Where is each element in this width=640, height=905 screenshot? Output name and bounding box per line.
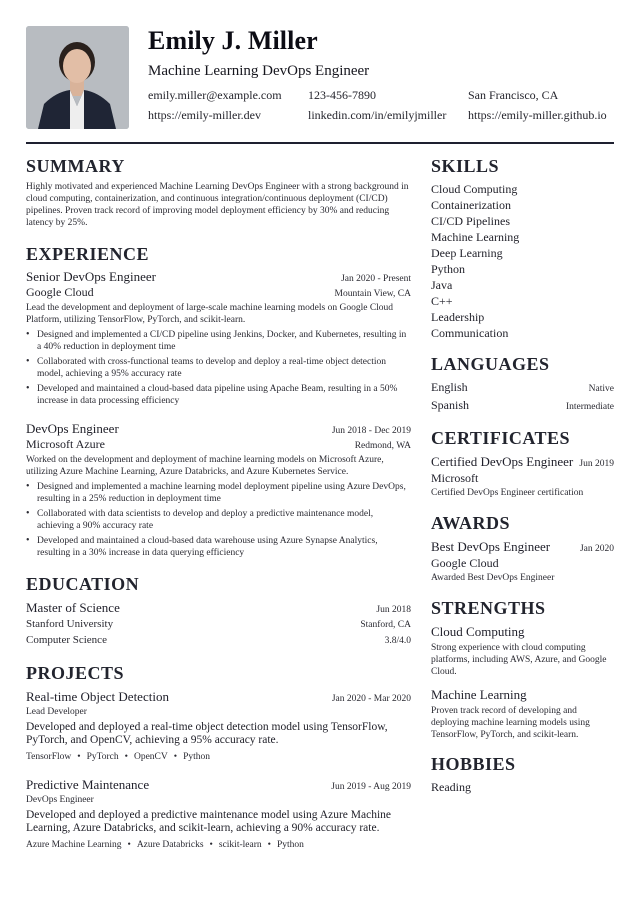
skill-item: CI/CD Pipelines: [431, 214, 511, 228]
certificate-date: Jun 2019: [579, 459, 614, 469]
section-heading: LANGUAGES: [431, 354, 550, 374]
job-bullets: [26, 329, 411, 407]
tag: Python: [183, 752, 211, 762]
skill-item: Leadership: [431, 310, 485, 324]
project-entry: [26, 776, 411, 852]
email-link[interactable]: emily.miller@example.com: [148, 88, 282, 102]
tag: Azure Machine Learning: [26, 840, 122, 850]
school-location: Stanford, CA: [360, 620, 411, 630]
bullet-item: • Designed and implemented a CI/CD pipeline using Jenkins, Docker, and Kubernetes, resulting in a 40% reduction in deployment time: [26, 329, 411, 353]
section-heading: AWARDS: [431, 513, 511, 533]
school-name: Stanford University: [26, 618, 114, 630]
tag: scikit-learn: [218, 840, 262, 850]
job-company: Microsoft Azure: [26, 437, 105, 451]
strength-description: Proven track record of developing and deploying machine learning models using TensorFlow, PyTorch, and scikit-learn.: [431, 706, 590, 740]
phone-number: 123-456-7890: [308, 88, 376, 102]
skill-item: Deep Learning: [431, 246, 503, 260]
skills-section: [431, 155, 614, 341]
job-bullets: [26, 481, 411, 559]
strength-title: Machine Learning: [431, 687, 527, 702]
job-dates: Jan 2020 - Present: [341, 274, 411, 284]
website-link[interactable]: https://emily-miller.dev: [148, 108, 261, 122]
project-title: Predictive Maintenance: [26, 777, 150, 792]
job-description: Lead the development and deployment of large-scale machine learning models on Google Cloud Platform, utilizing TensorFlow, PyTorch, and scikit-learn.: [26, 303, 394, 325]
hobbies-section: [431, 753, 614, 795]
project-description: Developed and deployed a predictive maintenance model using Azure Machine Learning, Azure Databricks, and scikit-learn, achieving a 90% accuracy rate.: [26, 809, 391, 834]
language-item: [431, 397, 614, 415]
linkedin-link[interactable]: linkedin.com/in/emilyjmiller: [308, 108, 447, 122]
strengths-section: [431, 597, 614, 741]
language-item: [431, 379, 614, 397]
project-tags: [26, 750, 411, 764]
project-tags: [26, 838, 411, 852]
strength-title: Cloud Computing: [431, 624, 525, 639]
bullet-item: • Designed and implemented a machine learning model deployment pipeline using Azure DevOps, resulting in a 25% reduction in deployment time: [26, 481, 411, 505]
gpa: 3.8/4.0: [384, 636, 411, 646]
project-entry: [26, 688, 411, 764]
section-heading: CERTIFICATES: [431, 428, 571, 448]
project-title: Real-time Object Detection: [26, 689, 169, 704]
tag: OpenCV: [133, 752, 168, 762]
job-location: Mountain View, CA: [334, 289, 411, 299]
strength-description: Strong experience with cloud computing platforms, including AWS, Azure, and Google Cloud.: [431, 643, 607, 677]
language-level: Intermediate: [565, 402, 614, 412]
separator-dot: •: [267, 840, 271, 850]
left-column: [26, 155, 411, 864]
education-section: [26, 573, 411, 648]
skill-item: Java: [431, 278, 453, 292]
skill-item: Machine Learning: [431, 230, 520, 244]
skill-item: C++: [431, 294, 453, 308]
profile-photo: [26, 26, 129, 129]
summary-text: Highly motivated and experienced Machine Learning DevOps Engineer with a strong background in cloud computing, containerization, and continuous integration/continuous deployment (CI/CD) pipelines. Proven track record of improving model deployment efficiency by 30% and reducing latency by 25%.: [26, 182, 409, 228]
resume-header: [26, 26, 614, 130]
tag: Azure Databricks: [136, 840, 204, 850]
job-title: DevOps Engineer: [26, 421, 119, 436]
bullet-item: • Developed and maintained a cloud-based data pipeline using Apache Beam, resulting in a 50% increase in data processing efficiency: [26, 383, 411, 407]
tag: PyTorch: [86, 752, 119, 762]
bullet-item: • Collaborated with cross-functional teams to develop and deploy a real-time object detection model, achieving a 95% accuracy rate: [26, 356, 411, 380]
certificate-description: Certified DevOps Engineer certification: [431, 488, 584, 498]
skill-item: Containerization: [431, 198, 511, 212]
separator-dot: •: [124, 752, 128, 762]
section-heading: HOBBIES: [431, 754, 516, 774]
job-company: Google Cloud: [26, 285, 94, 299]
summary-section: [26, 155, 411, 229]
contact-info: [148, 88, 618, 122]
strength-item: [431, 623, 614, 678]
graduation-date: Jun 2018: [376, 605, 411, 615]
project-dates: Jan 2020 - Mar 2020: [331, 694, 411, 704]
section-heading: STRENGTHS: [431, 598, 546, 618]
section-heading: EDUCATION: [26, 574, 140, 594]
certificate-title: Certified DevOps Engineer: [431, 454, 574, 469]
project-role: Lead Developer: [26, 707, 87, 717]
project-description: Developed and deployed a real-time object detection model using TensorFlow, PyTorch, and OpenCV, achieving a 95% accuracy rate.: [26, 721, 388, 746]
experience-section: [26, 243, 411, 559]
skill-item: Cloud Computing: [431, 182, 518, 196]
project-dates: Jun 2019 - Aug 2019: [331, 782, 411, 792]
separator-dot: •: [127, 840, 131, 850]
candidate-name: Emily J. Miller: [148, 26, 318, 55]
github-link[interactable]: https://emily-miller.github.io: [468, 108, 607, 122]
job-location: Redmond, WA: [354, 441, 411, 451]
section-heading: SUMMARY: [26, 156, 125, 176]
field-of-study: Computer Science: [26, 634, 107, 646]
section-heading: SKILLS: [431, 156, 500, 176]
header-divider: [26, 142, 614, 144]
job-dates: Jun 2018 - Dec 2019: [331, 426, 411, 436]
language-name: English: [431, 380, 468, 394]
job-entry: [26, 269, 411, 407]
bullet-item: • Collaborated with data scientists to develop and deploy a predictive maintenance model, achieving a 90% accuracy rate: [26, 508, 411, 532]
separator-dot: •: [173, 752, 178, 762]
section-heading: EXPERIENCE: [26, 244, 150, 264]
job-title: Senior DevOps Engineer: [26, 269, 156, 284]
hobby-item: Reading: [431, 780, 471, 794]
bullet-item: • Developed and maintained a cloud-based data warehouse using Azure Synapse Analytics, resulting in a 30% increase in data querying efficiency: [26, 535, 411, 559]
candidate-title: Machine Learning DevOps Engineer: [148, 63, 370, 79]
projects-section: [26, 662, 411, 852]
certificates-section: [431, 427, 614, 500]
language-level: Native: [588, 384, 614, 394]
languages-section: [431, 353, 614, 415]
section-heading: PROJECTS: [26, 663, 125, 683]
award-title: Best DevOps Engineer: [431, 539, 551, 554]
tag: TensorFlow: [26, 752, 72, 762]
award-issuer: Google Cloud: [431, 556, 499, 570]
degree: Master of Science: [26, 600, 120, 615]
separator-dot: •: [209, 840, 213, 850]
location: San Francisco, CA: [468, 88, 559, 102]
award-description: Awarded Best DevOps Engineer: [431, 573, 555, 583]
right-column: [431, 155, 614, 807]
certificate-issuer: Microsoft: [431, 471, 479, 485]
award-date: Jan 2020: [579, 544, 614, 554]
strength-item: [431, 686, 614, 741]
skill-item: Python: [431, 262, 466, 276]
language-name: Spanish: [431, 398, 470, 412]
job-description: Worked on the development and deployment of machine learning models on Microsoft Azure, utilizing Azure Machine Learning, Azure Databricks, and Azure Kubernetes Service.: [26, 455, 384, 477]
tag: Python: [276, 840, 304, 850]
separator-dot: •: [77, 752, 81, 762]
portrait-image: [26, 26, 129, 129]
awards-section: [431, 512, 614, 585]
skill-item: Communication: [431, 326, 509, 340]
job-entry: [26, 421, 411, 559]
project-role: DevOps Engineer: [26, 795, 94, 805]
